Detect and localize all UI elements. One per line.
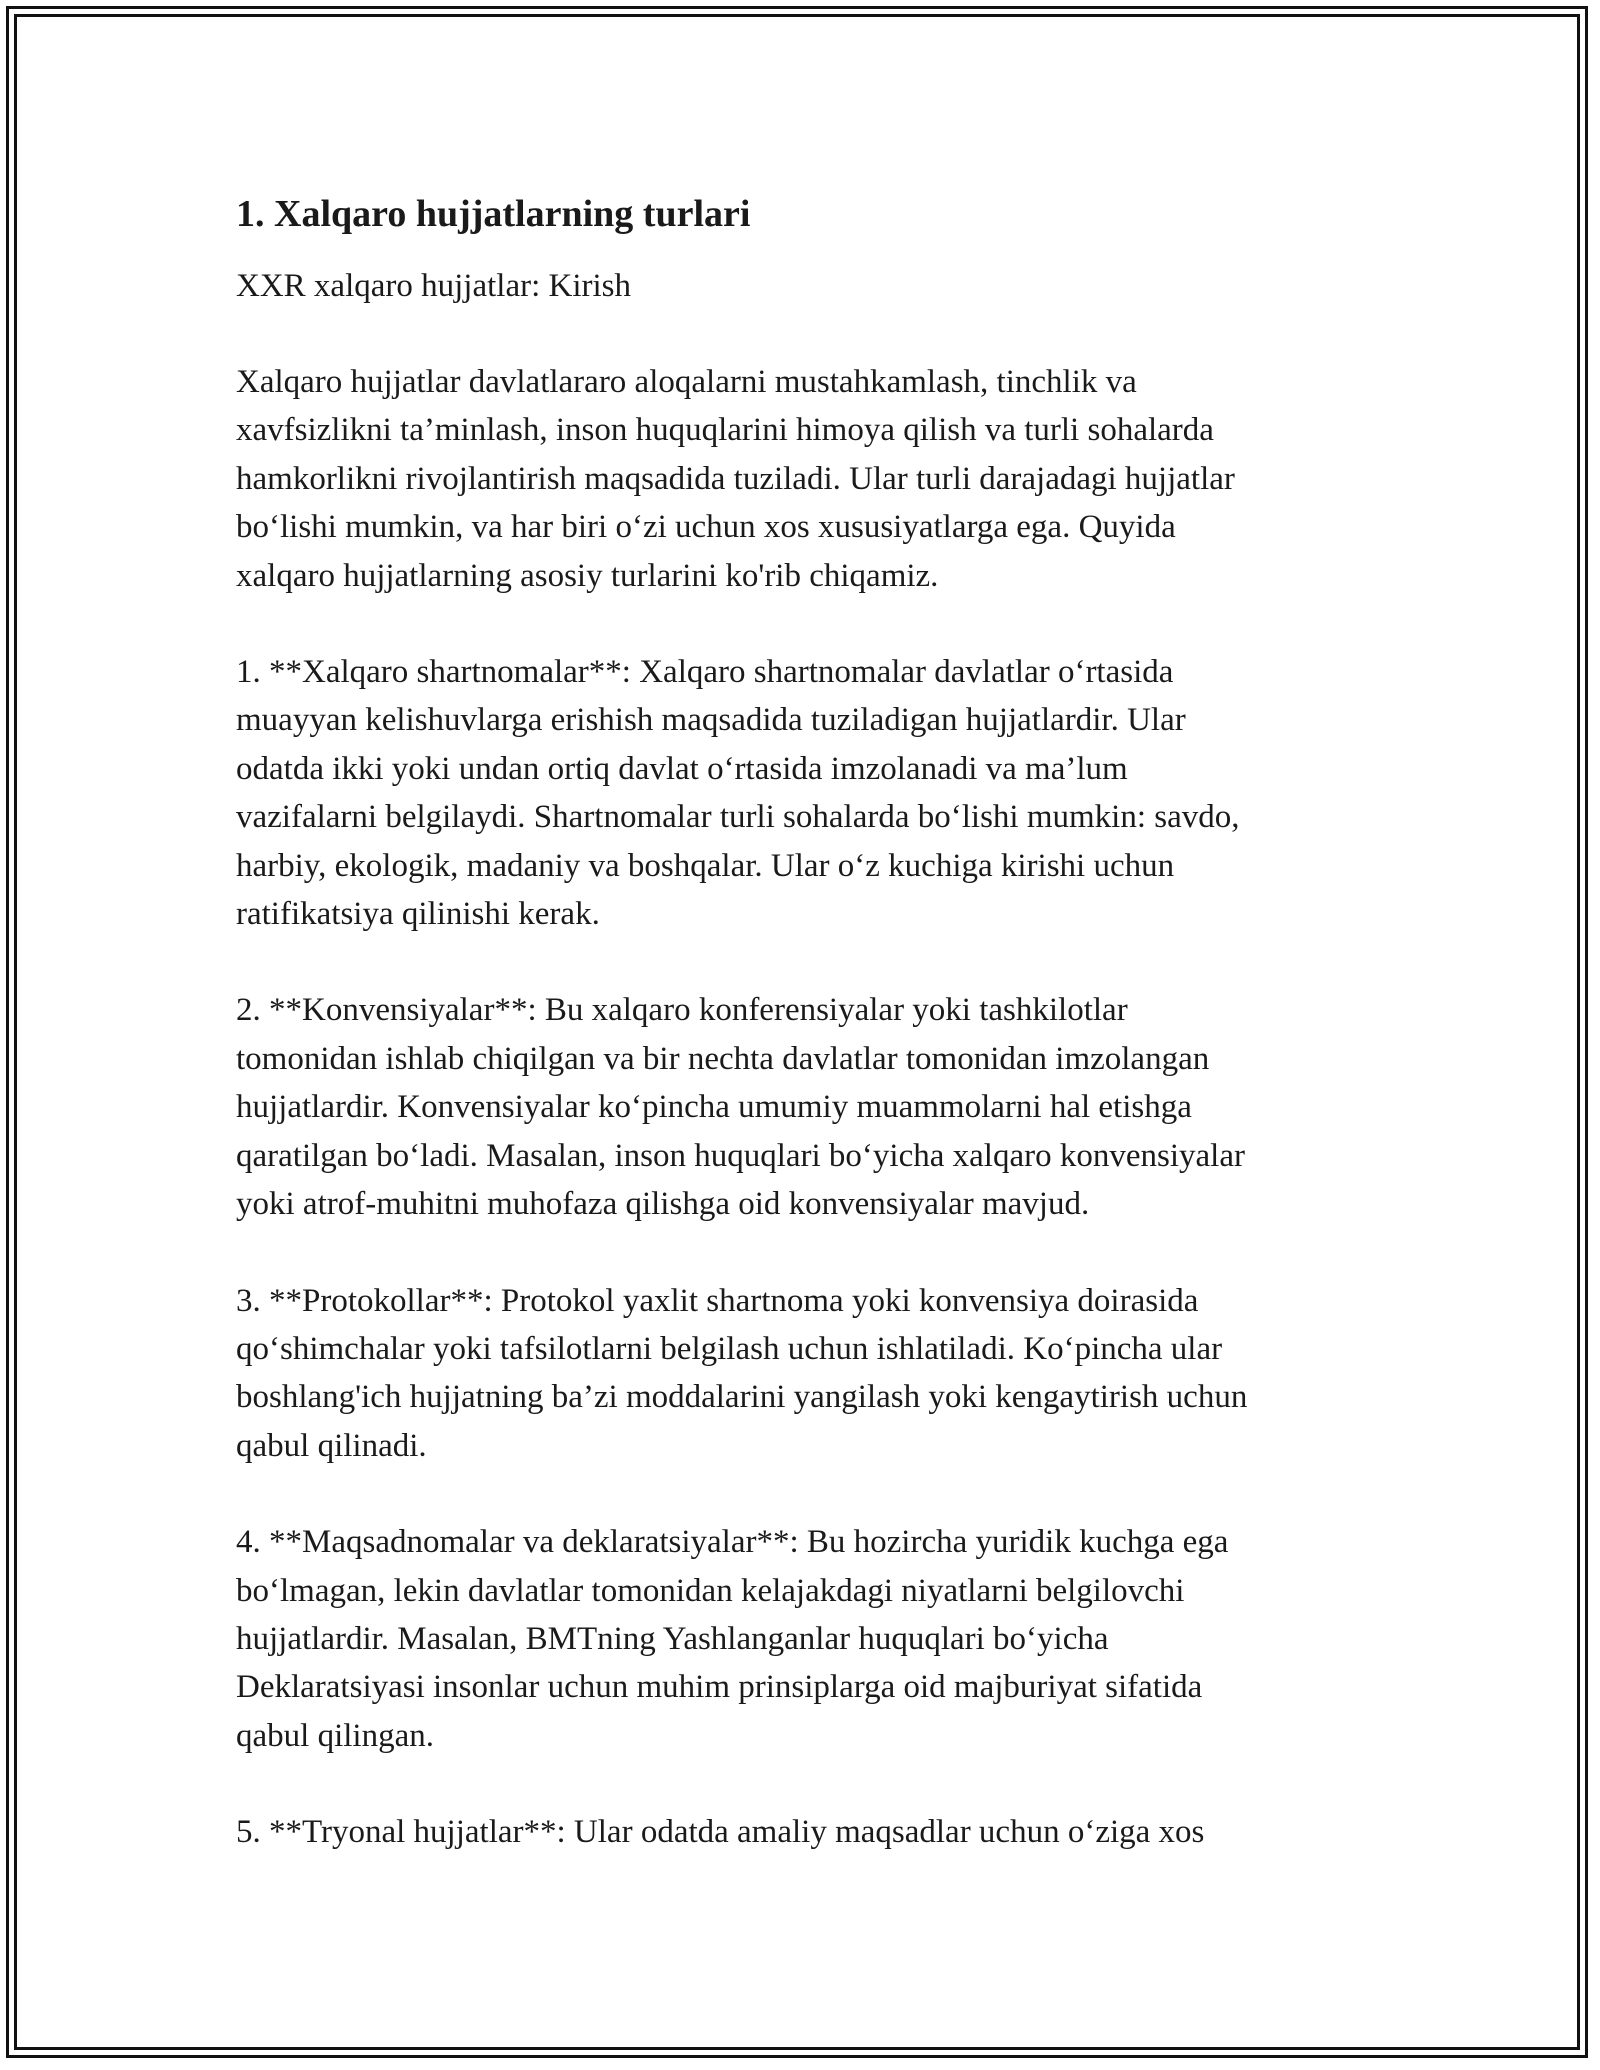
document-body <box>236 186 1376 1905</box>
document-subtitle: XXR xalqaro hujjatlar: Kirish <box>236 268 632 304</box>
list-item-deklaratsiyalar: 4. **Maqsadnomalar va deklaratsiyalar**: Bu hozircha yuridik kuchga ega bo‘lmagan, lekin davlatlar tomonidan kelajakdagi niyatlarni belgilovchi hujjatlardir. Masalan, BMTning Yashlanganlar huquqlari bo‘yicha Deklaratsiyasi insonlar uchun muhim prinsiplarga oid majburiyat sifatida qabul qilingan. <box>236 1524 1229 1754</box>
list-item-protokollar: 3. **Protokollar**: Protokol yaxlit shartnoma yoki konvensiya doirasida qo‘shimchalar yoki tafsilotlarni belgilash uchun ishlatiladi. Ko‘pincha ular boshlang'ich hujjatning ba’zi moddalarini yangilash yoki kengaytirish uchun qabul qilinadi. <box>236 1282 1248 1464</box>
intro-paragraph: Xalqaro hujjatlar davlatlararo aloqalarni mustahkamlash, tinchlik va xavfsizlikni ta’minlash, inson huquqlarini himoya qilish va turli sohalarda hamkorlikni rivojlantirish maqsadida tuziladi. Ular turli darajadagi hujjatlar bo‘lishi mumkin, va har biri o‘zi uchun xos xususiyatlarga ega. Quyida xalqaro hujjatlarning asosiy turlarini ko'rib chiqamiz. <box>236 364 1235 594</box>
list-item-shartnomalar: 1. **Xalqaro shartnomalar**: Xalqaro shartnomalar davlatlar o‘rtasida muayyan kelishuvlarga erishish maqsadida tuziladigan hujjatlardir. Ular odatda ikki yoki undan ortiq davlat o‘rtasida imzolanadi va ma’lum vazifalarni belgilaydi. Shartnomalar turli sohalarda bo‘lishi mumkin: savdo, harbiy, ekologik, madaniy va boshqalar. Ular o‘z kuchiga kirishi uchun ratifikatsiya qilinishi kerak. <box>236 654 1240 933</box>
document-heading: 1. Xalqaro hujjatlarning turlari <box>236 193 751 235</box>
list-item-konvensiyalar: 2. **Konvensiyalar**: Bu xalqaro konferensiyalar yoki tashkilotlar tomonidan ishlab chiqilgan va bir nechta davlatlar tomonidan imzolangan hujjatlardir. Konvensiyalar ko‘pincha umumiy muammolarni hal etishga qaratilgan bo‘ladi. Masalan, inson huquqlari bo‘yicha xalqaro konvensiyalar yoki atrof-muhitni muhofaza qilishga oid konvensiyalar mavjud. <box>236 992 1245 1223</box>
list-item-tryonal: 5. **Tryonal hujjatlar**: Ular odatda amaliy maqsadlar uchun o‘ziga xos <box>236 1814 1205 1851</box>
